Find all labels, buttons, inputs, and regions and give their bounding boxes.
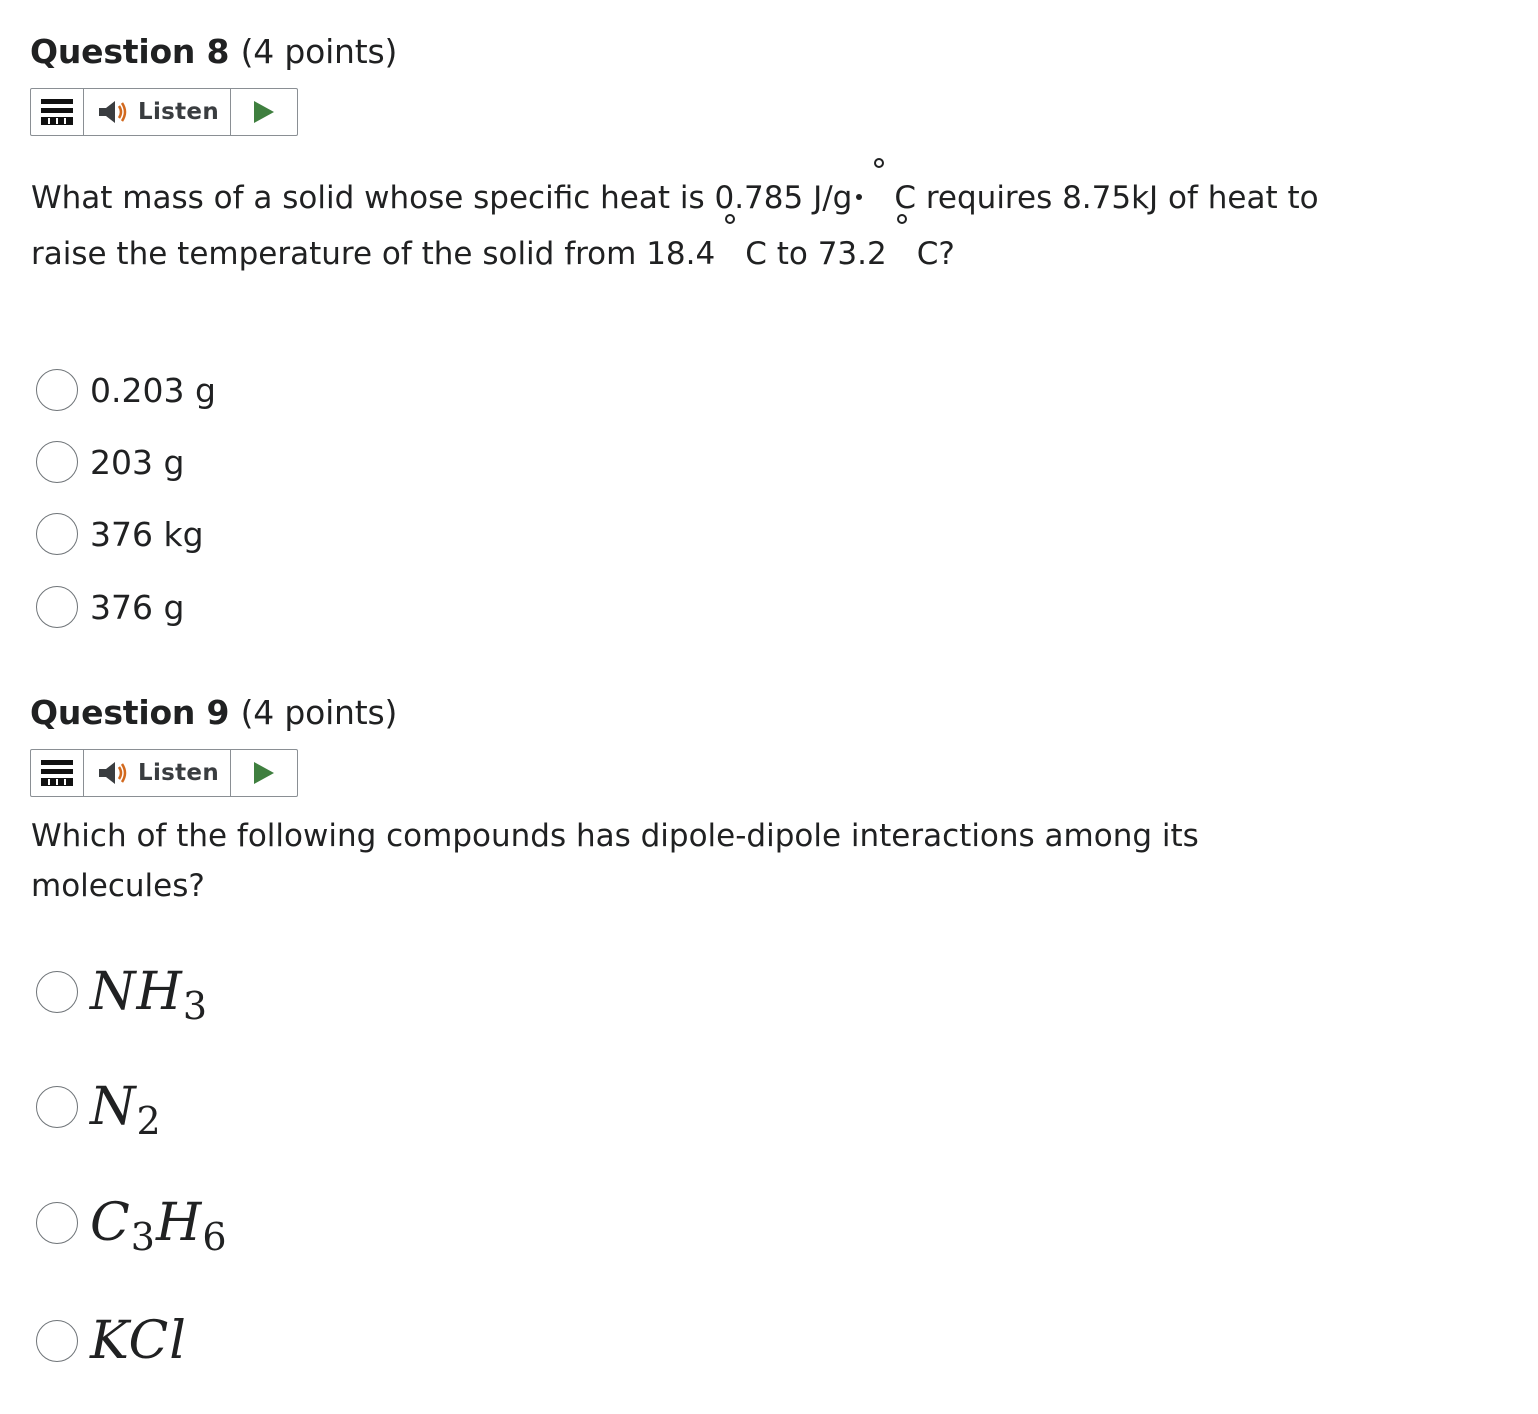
question-9 [30,693,398,786]
stem-line [31,180,1319,216]
stem-text: C requires 8.75kJ of heat to [894,180,1319,216]
listen-button[interactable] [84,89,231,135]
degree-symbol [887,254,917,264]
stem-text: C to 73.2 [745,236,887,272]
answer-option[interactable] [36,1311,187,1371]
option-formula: KCl [90,1311,187,1371]
answer-option[interactable] [36,441,184,483]
option-label: 203 g [90,442,185,482]
play-icon [253,100,275,124]
listen-toolbar [30,88,298,136]
answer-option[interactable] [36,1077,162,1143]
question-points: (4 points) [240,693,398,732]
option-label: 376 g [90,587,185,627]
stem-text: What mass of a solid whose specific heat is 0.785 J/g [31,180,853,216]
answer-option[interactable] [36,962,209,1028]
answer-option[interactable] [36,586,184,628]
question-title [30,32,397,72]
multiplication-dot [856,194,862,200]
radio-button[interactable] [36,441,78,483]
question-8 [30,32,398,125]
question-title [30,693,397,733]
listen-toolbar [30,749,298,797]
stem-text: C? [916,236,955,272]
degree-symbol [715,254,745,264]
hamburger-menu-icon [41,760,73,786]
play-icon [253,761,275,785]
play-button[interactable] [231,750,297,796]
answer-option[interactable] [36,513,204,555]
stem-line: Which of the following compounds has dipole-dipole interactions among its [31,818,1199,854]
option-formula: $NH_3$ [90,962,209,1028]
answer-option[interactable] [36,1193,228,1259]
stem-line [31,236,955,272]
question-number: Question 9 [30,693,230,732]
radio-button[interactable] [36,1320,78,1362]
hamburger-menu-icon [41,99,73,125]
radio-button[interactable] [36,586,78,628]
answer-option[interactable] [36,369,216,411]
radio-button[interactable] [36,1086,78,1128]
radio-button[interactable] [36,513,78,555]
option-formula: $C_3H_6$ [90,1193,228,1259]
listen-menu-button[interactable] [31,750,84,796]
question-number: Question 8 [30,32,230,71]
speaker-icon [98,760,130,786]
listen-label: Listen [138,760,219,786]
listen-label: Listen [138,99,219,125]
play-button[interactable] [231,89,297,135]
stem-line: molecules? [31,868,205,904]
degree-symbol [864,198,894,208]
stem-text: raise the temperature of the solid from 18.4 [31,236,716,272]
option-label: 376 kg [90,514,204,554]
option-label: 0.203 g [90,370,216,410]
radio-button[interactable] [36,369,78,411]
speaker-icon [98,99,130,125]
radio-button[interactable] [36,1202,78,1244]
question-points: (4 points) [240,32,398,71]
option-formula: $N_2$ [90,1077,162,1143]
listen-button[interactable] [84,750,231,796]
radio-button[interactable] [36,971,78,1013]
listen-menu-button[interactable] [31,89,84,135]
